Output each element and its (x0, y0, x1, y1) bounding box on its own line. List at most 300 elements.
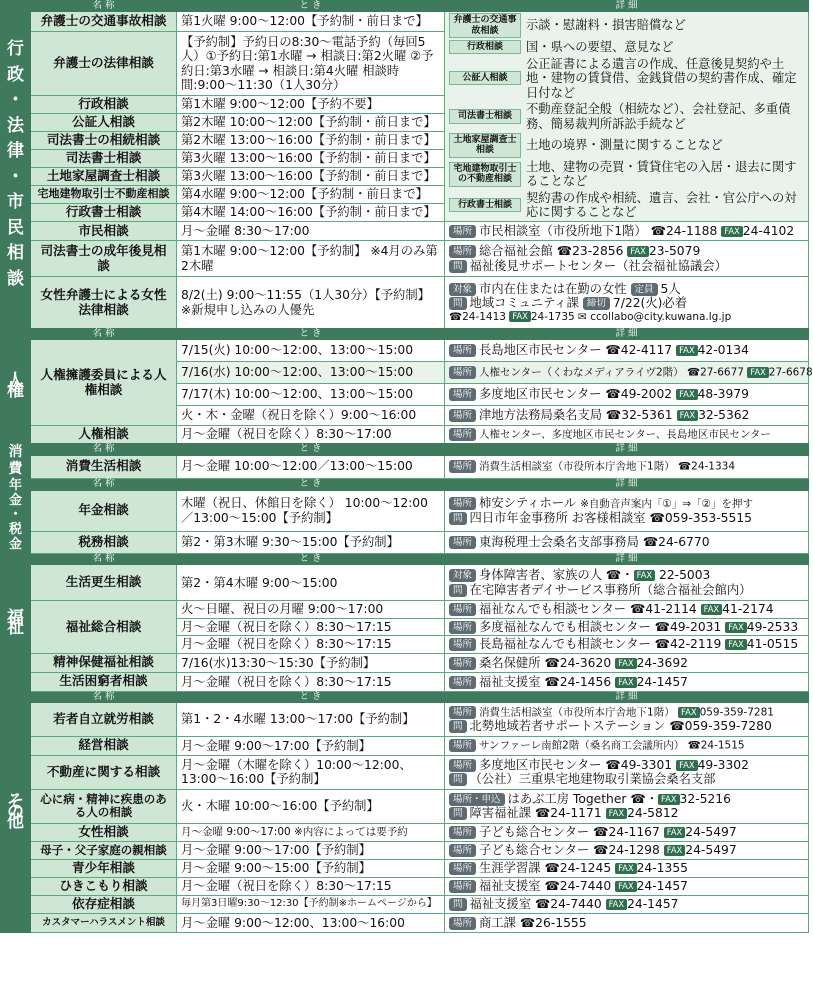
other-detail-6 (445, 859, 809, 877)
general-time-0: 火〜日曜、祝日の月曜 9:00〜17:00 (177, 601, 445, 619)
detail-tag-3: 司法書士相談 (449, 109, 521, 123)
section-consumer-label: 消 費 (1, 444, 31, 479)
field-text: 24-3620 (559, 655, 612, 670)
column-header: 名 称 (31, 691, 177, 702)
field-text: 41-0515 (746, 637, 799, 652)
field-text: 福祉支援室 (479, 879, 541, 894)
general-name: 福祉総合相談 (31, 601, 177, 654)
field-text: 場所 (449, 344, 476, 357)
civil-name-1: 弁護士の法律相談 (31, 32, 177, 96)
civil-time-7: 第4水曜 9:00〜12:00【予約制・前日まで】 (177, 186, 445, 204)
field-text: FAX (627, 246, 649, 257)
rights2-place (445, 426, 809, 444)
field-text: 場所 (449, 826, 476, 839)
field-text: 東海税理士会桑名支部事務局 (479, 535, 639, 550)
field-text: 商工課 (479, 915, 516, 930)
civil-time-0: 第1火曜 9:00〜12:00【予約制・前日まで】 (177, 12, 445, 32)
other-time-5: 月〜金曜 9:00〜17:00【予約制】 (177, 841, 445, 859)
civil-time-2: 第1木曜 9:00〜12:00【予約不要】 (177, 96, 445, 114)
detail-tag-4: 土地家屋調査士相談 (449, 133, 521, 158)
section-welfare-label: 福 祉 (1, 554, 31, 692)
field-text: 24-6770 (658, 535, 710, 550)
detail-text-6: 契約書の作成や相続、遺言、会社・官公庁への対応に関することなど (526, 190, 797, 220)
life-detail: 対象 身体障害者、家族の人 ☎・ FAX 22-5003 問 在宅障害者デイサービス事務所（総合福祉会館内） (445, 565, 809, 601)
rights-time-3: 火・木・金曜（祝日を除く）9:00〜16:00 (177, 406, 445, 426)
field-text: ☎ (534, 897, 551, 912)
field-text: 27-6677 (700, 366, 744, 379)
detail-tag-2: 公証人相談 (449, 71, 521, 85)
rights-time-2: 7/17(木) 10:00〜12:00、13:00〜15:00 (177, 384, 445, 406)
women-detail (445, 277, 809, 329)
column-header: と き (177, 329, 445, 340)
detail-tag-1: 行政相談 (449, 40, 521, 54)
field-text: 場所 (449, 225, 476, 238)
consumer-place (445, 455, 809, 478)
field-text: 場所 (449, 844, 476, 857)
field-text: 24-1457 (636, 674, 688, 689)
field-text: （公社）三重県宅地建物取引業協会桑名支部 (469, 772, 716, 787)
field-text: ☎ (605, 387, 621, 402)
other-time-8: 毎月第3日曜9:30〜12:30【予約制※ホームページから】 (177, 895, 445, 913)
women-time: 8/2(土) 9:00〜11:55（1人30分）【予約制】 ※新規申し込みの人優先 (177, 277, 445, 329)
other-name-3: 心に病・精神に疾患のある人の相談 (31, 789, 177, 823)
field-text: 問 (449, 512, 467, 525)
other-time-1: 月〜金曜 9:00〜17:00【予約制】 (177, 736, 445, 755)
field-text: ☎ (519, 915, 536, 930)
field-text: FAX (725, 622, 747, 633)
field-text: 北勢地域若者サポートステーション (469, 718, 666, 733)
field-text: 場所 (449, 706, 476, 719)
civil-time-8: 第4木曜 14:00〜16:00【予約制・前日まで】 (177, 204, 445, 222)
field-text: 地域コミュニティ課 (469, 296, 579, 311)
detail-text-4: 土地の境界・測量に関することなど (526, 138, 723, 153)
field-text: 24-1298 (608, 843, 660, 858)
field-text: 問 (449, 773, 467, 786)
section-civil-label: 行 政 ・ 法 律 ・ 市 民 相 談 (1, 1, 31, 329)
field-text: 059-353-5515 (664, 510, 752, 525)
field-text: 24-1171 (550, 806, 602, 821)
detail-text-5: 土地、建物の売買・賃貸住宅の入居・退去に関することなど (526, 159, 797, 189)
field-text: 24-5497 (685, 843, 737, 858)
field-text: 消費生活相談室（市役所本庁舎地下1階） (479, 706, 675, 719)
field-text: ☎ (605, 343, 621, 358)
field-text: 49-3301 (620, 757, 673, 772)
civil-time-5: 第3火曜 13:00〜16:00【予約制・前日まで】 (177, 150, 445, 168)
other-time-2: 月〜金曜（木曜を除く）10:00〜12:00、13:00〜16:00【予約制】 (177, 755, 445, 789)
field-text: 22-5003 (659, 568, 711, 583)
guardian-detail (445, 241, 809, 277)
field-text: ☎ (678, 460, 692, 473)
field-text: 場所 (449, 657, 476, 670)
other-name-4: 女性相談 (31, 823, 177, 841)
field-text: FAX (701, 604, 723, 615)
field-text: 24-1456 (559, 674, 612, 689)
other-name-5: 母子・父子家庭の親相談 (31, 841, 177, 859)
civil-name-5: 司法書士相談 (31, 150, 177, 168)
field-text: ☎ (630, 791, 646, 806)
consumer-time: 月〜金曜 10:00〜12:00／13:00〜15:00 (177, 455, 445, 478)
civil-time-9: 月〜金曜 8:30〜17:00 (177, 222, 445, 241)
civil-name-4: 司法書士の相続相談 (31, 132, 177, 150)
civil-details (445, 12, 809, 222)
field-text: 場所 (449, 676, 476, 689)
field-text: FAX (606, 808, 628, 819)
field-text: 場所 (449, 497, 476, 510)
section-pension-label: 年 金 ・ 税 金 (1, 478, 31, 554)
column-header: 名 称 (31, 478, 177, 490)
field-text: 桑名保健所 (479, 655, 541, 670)
field-text: ☎ (544, 655, 560, 670)
field-text: 49-2031 (669, 619, 722, 634)
tax-name: 税務相談 (31, 531, 177, 554)
field-text: 場所 (449, 603, 476, 616)
other-detail-7 (445, 877, 809, 895)
field-text: 場所 (449, 739, 476, 752)
other-name-6: 青少年相談 (31, 859, 177, 877)
field-text: 場所 (449, 621, 476, 634)
consumer-name: 消費生活相談 (31, 455, 177, 478)
field-text: FAX (509, 311, 531, 322)
field-text: ☎ (544, 674, 560, 689)
field-text: 人権センター（くわなメディアライヴ2階） (479, 366, 684, 379)
column-header: 名 称 (31, 329, 177, 340)
field-text: ☎ (605, 757, 621, 772)
column-header: と き (177, 554, 445, 565)
other-name-7: ひきこもり相談 (31, 877, 177, 895)
field-text: 24-4102 (742, 223, 795, 238)
field-text: ☎ (544, 861, 560, 876)
field-text: 24-1735 (530, 310, 575, 323)
field-text: 059-359-7280 (684, 718, 772, 733)
field-text: 24-5812 (627, 806, 679, 821)
field-text: 49-2002 (620, 387, 673, 402)
general-time-1: 月〜金曜（祝日を除く）8:30〜17:15 (177, 618, 445, 636)
detail-tag-6: 行政書士相談 (449, 198, 521, 212)
field-text: 27-6678 (768, 366, 813, 379)
field-text: 市内在住または在勤の女性 (479, 281, 627, 296)
field-text: 24-1413 (462, 310, 506, 323)
field-text: 福祉支援室 (479, 674, 541, 689)
rights-place-0 (445, 340, 809, 362)
field-text: ☎ (630, 602, 646, 617)
field-text: 問 (449, 898, 467, 911)
field-text: 市民相談室（市役所地下1階） (479, 223, 647, 238)
column-header: 名 称 (31, 444, 177, 456)
detail-text-3: 不動産登記全般（相続など）、会社登記、多重債務、簡易裁判所訴訟手続など (526, 102, 791, 131)
rights-place-2 (445, 384, 809, 406)
field-text: 津地方法務局桑名支局 (479, 408, 602, 423)
field-text: 場所 (449, 245, 476, 258)
field-text: 総合福祉会館 (479, 244, 553, 258)
field-text: 5人 (660, 281, 681, 296)
field-text: 24-7440 (550, 897, 602, 912)
field-text: FAX (747, 367, 769, 378)
civil-name-8: 行政書士相談 (31, 204, 177, 222)
field-text: 23-2856 (572, 244, 624, 258)
field-text: 42-2119 (669, 637, 722, 652)
field-text: FAX (677, 410, 699, 421)
field-text: 福祉なんでも相談センター (479, 602, 627, 617)
general-time-2: 月〜金曜（祝日を除く）8:30〜17:15 (177, 636, 445, 654)
field-text: 24-1245 (559, 861, 612, 876)
field-text: ☎ (534, 806, 551, 821)
field-text: FAX (725, 639, 747, 650)
field-text: 問 (449, 260, 467, 273)
field-text: 多度地区市民センター (479, 757, 602, 772)
field-text: FAX (634, 570, 656, 581)
other-detail-3: 場所・申込 はあぶ工房 Together ☎・ FAX 32-5216 問 障害福祉課 ☎24-1171 FAX 24-5812 (445, 789, 809, 823)
detail-text-1: 国・県への要望、意見など (526, 40, 674, 54)
field-text: ※自動音声案内「①」⇒「②」を押す (580, 498, 754, 511)
field-text: FAX (676, 389, 698, 400)
civil-name-3: 公証人相談 (31, 114, 177, 132)
field-text: FAX (678, 707, 700, 718)
field-text: はあぶ工房 Together (507, 791, 627, 806)
field-text: FAX (606, 899, 628, 910)
field-text: 四日市年金事務所 お客様相談室 (469, 510, 646, 525)
field-text: 福祉支援室 (469, 897, 532, 912)
field-text: 24-1355 (636, 861, 688, 876)
civil-time-3: 第2木曜 10:00〜12:00【予約制・前日まで】 (177, 114, 445, 132)
other-time-3: 火・木曜 10:00〜16:00【予約制】 (177, 789, 445, 823)
field-text: 対象 (449, 569, 476, 582)
header-name: 名 称 (31, 1, 177, 12)
detail-text-2: 公正証書による遺言の作成、任意後見契約や土地・建物の賃貸借、金銭貸借の契約書作成、確定日付など (526, 56, 797, 100)
other-detail-5 (445, 841, 809, 859)
field-text: 24-1167 (608, 825, 660, 840)
detail-text-0: 示談・慰謝料・損害賠償など (526, 18, 686, 33)
field-text: ☎ (449, 310, 463, 323)
section-rights-label: 人 権 (1, 329, 31, 444)
pension-name: 年金相談 (31, 491, 177, 532)
header-detail: 詳 細 (445, 1, 809, 12)
tax-time: 第2・第3木曜 9:30〜15:00【予約制】 (177, 531, 445, 554)
other-name-1: 経営相談 (31, 736, 177, 755)
rights-place-3 (445, 406, 809, 426)
field-text: 場所 (449, 388, 476, 401)
guardian-time: 第1木曜 9:00〜12:00【予約制】 ※4月のみ第2木曜 (177, 241, 445, 277)
field-text: 場所 (449, 536, 476, 549)
mental-time: 7/16(水)13:30〜15:30【予約制】 (177, 653, 445, 672)
field-text: ☎ (650, 223, 666, 238)
field-text: 多度福祉なんでも相談センター (479, 619, 651, 634)
life-name: 生活更生相談 (31, 565, 177, 601)
civil-name-7: 宅地建物取引士不動産相談 (31, 186, 177, 204)
field-text: 場所 (449, 880, 476, 893)
field-text: 場所 (449, 917, 476, 930)
civil-office (445, 222, 809, 241)
civil-time-6: 第3火曜 13:00〜16:00【予約制・前日まで】 (177, 168, 445, 186)
general-place-1 (445, 618, 809, 636)
column-header: 詳 細 (445, 329, 809, 340)
field-text: 48-3979 (697, 387, 749, 402)
field-text: ☎ (687, 739, 701, 752)
field-text: FAX (615, 658, 637, 669)
civil-time-1: 【予約制】予約日の8:30〜電話予約（毎回5人）①予約日:第1水曜 → 相談日:第2火曜 ②予約日:第3水曜 → 相談日:第4火曜 相談時間:9:00〜11:30（1人30分） (177, 32, 445, 96)
field-text: ☎ (654, 637, 670, 652)
column-header: と き (177, 444, 445, 456)
field-text: 対象 (449, 283, 476, 296)
other-detail-9 (445, 913, 809, 932)
field-text: 7/22(火)必着 (612, 296, 688, 311)
field-text: FAX (721, 226, 743, 237)
other-detail-2 (445, 755, 809, 789)
field-text: FAX (664, 827, 686, 838)
field-text: FAX (664, 845, 686, 856)
field-text: ☎ (669, 718, 685, 733)
field-text: ☎ (605, 408, 622, 423)
field-text: 子ども総合センター (479, 843, 590, 858)
field-text: 32-5216 (679, 791, 731, 806)
women-name: 女性弁護士による女性法律相談 (31, 277, 177, 329)
civil-name-6: 土地家屋調査士相談 (31, 168, 177, 186)
field-text: 問 (449, 584, 467, 597)
field-text: 子ども総合センター (479, 825, 590, 840)
field-text: 41-2174 (722, 602, 774, 617)
field-text: ☎ (593, 825, 609, 840)
other-detail-8 (445, 895, 809, 913)
field-text: 24-5497 (685, 825, 737, 840)
field-text: 24-1188 (665, 223, 718, 238)
field-text: FAX (676, 760, 698, 771)
field-text: 柿安シティホール (479, 496, 577, 511)
poverty-time: 月〜金曜（祝日を除く）8:30〜17:15 (177, 672, 445, 691)
field-text: ☎ (654, 619, 670, 634)
field-text: FAX (615, 677, 637, 688)
field-text: FAX (615, 881, 637, 892)
field-text: 場所・申込 (449, 793, 505, 806)
header-time: と き (177, 1, 445, 12)
field-text: ☎ (605, 568, 622, 583)
field-text: 定員 (631, 283, 658, 296)
general-place-0 (445, 601, 809, 619)
field-text: 23-5079 (648, 244, 701, 258)
field-text: 24-1457 (627, 897, 679, 912)
field-text: 場所 (449, 460, 476, 473)
field-text: 問 (449, 297, 467, 310)
field-text: 49-3302 (697, 757, 749, 772)
field-text: 24-1457 (636, 879, 688, 894)
column-header: と き (177, 478, 445, 490)
field-text: 24-3692 (636, 655, 688, 670)
other-name-9: カスタマーハラスメント相談 (31, 913, 177, 932)
other-name-0: 若者自立就労相談 (31, 702, 177, 736)
pension-time: 木曜（祝日、休館日を除く） 10:00〜12:00／13:00〜15:00【予約制】 (177, 491, 445, 532)
other-detail-0 (445, 702, 809, 736)
field-text: 場所 (449, 409, 476, 422)
field-text: 059-359-7281 (699, 706, 774, 719)
life-time: 第2・第4木曜 9:00〜15:00 (177, 565, 445, 601)
rights-place-1 (445, 362, 813, 384)
field-text: 42-0134 (697, 343, 749, 358)
column-header: 詳 細 (445, 444, 809, 456)
field-text: 42-4117 (620, 343, 673, 358)
field-text: 49-2533 (746, 619, 799, 634)
field-text: 多度地区市民センター (479, 387, 602, 402)
field-text: 在宅障害者デイサービス事務所（総合福祉会館内） (469, 582, 752, 597)
field-text: FAX (615, 863, 637, 874)
mental-place (445, 653, 809, 672)
field-text: FAX (658, 794, 680, 805)
column-header: 詳 細 (445, 478, 809, 490)
other-detail-1 (445, 736, 809, 755)
field-text: 消費生活相談室（市役所本庁舎地下1階） (479, 460, 675, 473)
other-time-6: 月〜金曜 9:00〜15:00【予約制】 (177, 859, 445, 877)
other-name-8: 依存症相談 (31, 895, 177, 913)
field-text: 場所 (449, 428, 476, 441)
civil-name-9: 市民相談 (31, 222, 177, 241)
field-text: 場所 (449, 759, 476, 772)
poverty-place (445, 672, 809, 691)
guardian-name: 司法書士の成年後見相談 (31, 241, 177, 277)
field-text: 41-2114 (645, 602, 697, 617)
other-time-7: 月〜金曜（祝日を除く）8:30〜17:15 (177, 877, 445, 895)
field-text: ☎ (556, 244, 573, 258)
column-header: 詳 細 (445, 554, 809, 565)
column-header: 名 称 (31, 554, 177, 565)
other-time-4: 月〜金曜 9:00〜17:00 ※内容によっては要予約 (177, 823, 445, 841)
section-other-label: そ の 他 (1, 691, 31, 932)
field-text: 24-7440 (559, 879, 612, 894)
rights2-name: 人権相談 (31, 426, 177, 444)
field-text: FAX (676, 345, 698, 356)
field-text: 場所 (449, 638, 476, 651)
field-text: ☎ (642, 535, 659, 550)
field-text: ☎ (544, 879, 560, 894)
civil-name-2: 行政相談 (31, 96, 177, 114)
tax-place (445, 531, 809, 554)
rights-name: 人権擁護委員による人権相談 (31, 340, 177, 426)
field-text: ☎ (686, 366, 701, 379)
field-text: ☎ (649, 510, 665, 525)
rights2-time: 月〜金曜（祝日を除く）8:30〜17:00 (177, 426, 445, 444)
field-text: ✉ (578, 310, 587, 323)
rights-time-0: 7/15(火) 10:00〜12:00、13:00〜15:00 (177, 340, 445, 362)
field-text: 場所 (449, 366, 476, 379)
pension-detail (445, 491, 809, 532)
field-text: 生涯学習課 (479, 861, 541, 876)
other-detail-4 (445, 823, 809, 841)
field-text: サンファーレ南館2階（桑名商工会議所内） (479, 739, 685, 752)
poverty-name: 生活困窮者相談 (31, 672, 177, 691)
civil-time-4: 第2木曜 13:00〜16:00【予約制・前日まで】 (177, 132, 445, 150)
other-time-0: 第1・2・4水曜 13:00〜17:00【予約制】 (177, 702, 445, 736)
rights-time-1: 7/16(水) 10:00〜12:00、13:00〜15:00 (177, 362, 445, 384)
field-text: 人権センター、多度地区市民センター、長島地区市民センター (479, 428, 771, 441)
field-text: 問 (449, 720, 467, 733)
detail-tag-0: 弁護士の交通事故相談 (449, 13, 521, 38)
field-text: 身体障害者、家族の人 (479, 568, 602, 583)
field-text: 長島福祉なんでも相談センター (479, 637, 651, 652)
field-text: 26-1555 (535, 915, 587, 930)
field-text: 問 (449, 807, 467, 820)
other-time-9: 月〜金曜 9:00〜12:00、13:00〜16:00 (177, 913, 445, 932)
civil-name-0: 弁護士の交通事故相談 (31, 12, 177, 32)
mental-name: 精神保健福祉相談 (31, 653, 177, 672)
general-place-2 (445, 636, 809, 654)
field-text: 32-5362 (698, 408, 750, 423)
column-header: と き (177, 691, 445, 702)
field-text: 締切 (583, 297, 610, 310)
field-text: ☎ (593, 843, 609, 858)
field-text: 24-1334 (691, 460, 736, 473)
field-text: 24-1515 (700, 739, 745, 752)
field-text: 場所 (449, 862, 476, 875)
field-text: 福祉後見サポートセンター（社会福祉協議会） (469, 258, 727, 273)
detail-tag-5: 宅地建物取引士の不動産相談 (449, 162, 521, 187)
field-text: 障害福祉課 (469, 806, 532, 821)
other-name-2: 不動産に関する相談 (31, 755, 177, 789)
